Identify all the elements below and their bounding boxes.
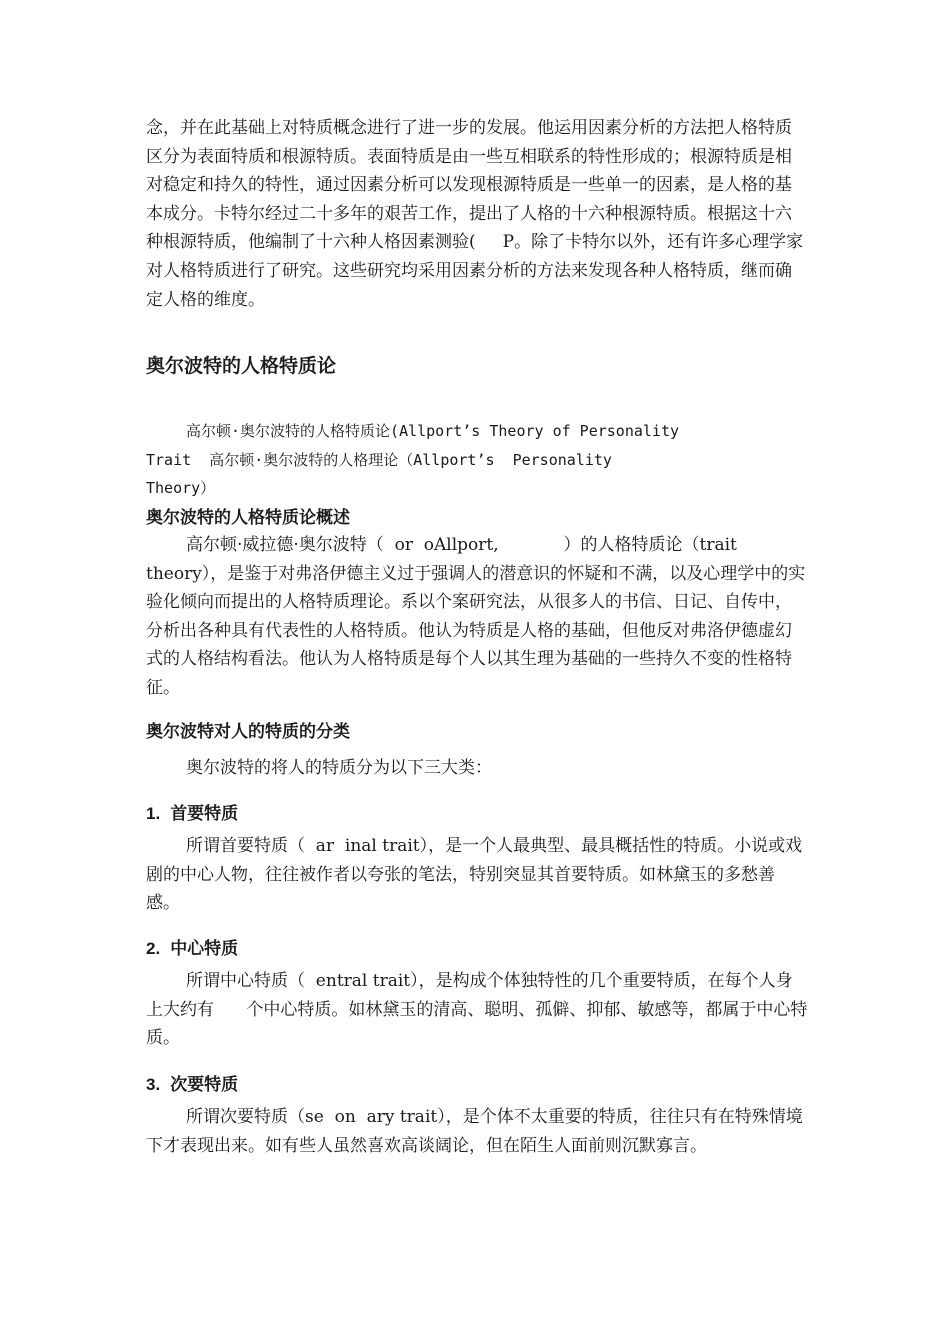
list-title: 中心特质 (170, 939, 239, 959)
subheading-trait-classification: 奥尔波特对人的特质的分类 (146, 722, 350, 742)
list-item-heading-cardinal-trait (146, 800, 808, 828)
paragraph-allport-overview: 高尔顿·威拉德·奥尔波特（ or oAllport, ）的人格特质论（trait theory），是鉴于对弗洛伊德主义过于强调人的潜意识的怀疑和不满，以及心理学中的实验化倾向而提出的人格特质理论。系以个案研究法，从很多人的书信、日记、自传中，分析出各种具有代表性的人格特质。他认为特质是人格的基础，但他反对弗洛伊德虚幻式的人格结构看法。他认为人格特质是每个人以其生理为基础的一些持久不变的性格特征。 (146, 535, 806, 698)
list-number: 1. (146, 804, 161, 823)
paragraph-allport-title-lines (146, 417, 808, 503)
subheading-overview: 奥尔波特的人格特质论概述 (146, 508, 350, 528)
allport-title-line-2: Trait 高尔顿·奥尔波特的人格理论（Allport’s Personality (146, 450, 612, 469)
list-number: 2. (146, 939, 161, 958)
paragraph-central-trait: 所谓中心特质（ entral trait），是构成个体独特性的几个重要特质，在每个人身上大约有 个中心特质。如林黛玉的清高、聪明、孤僻、抑郁、敏感等，都属于中心特质。 (146, 971, 808, 1049)
section-heading-allport-trait-theory: 奥尔波特的人格特质论 (146, 355, 337, 377)
allport-title-line-3: Theory） (146, 479, 216, 498)
list-title: 次要特质 (170, 1075, 239, 1095)
paragraph-secondary-trait: 所谓次要特质（se on ary trait），是个体不太重要的特质，往往只有在特殊情境下才表现出来。如有些人虽然喜欢高谈阔论，但在陌生人面前则沉默寡言。 (146, 1107, 803, 1156)
paragraph-cattell-factor-analysis: 念，并在此基础上对特质概念进行了进一步的发展。他运用因素分析的方法把人格特质区分为表面特质和根源特质。表面特质是由一些互相联系的特性形成的；根源特质是相对稳定和持久的特性，通过因素分析可以发现根源特质是一些单一的因素，是人格的基本成分。卡特尔经过二十多年的艰苦工作，提出了人格的十六种根源特质。根据这十六种根源特质，他编制了十六种人格因素测验( P。除了卡特尔以外，还有许多心理学家对人格特质进行了研究。这些研究均采用因素分析的方法来发现各种人格特质，继而确定人格的维度。 (146, 118, 804, 310)
allport-title-line-1: 高尔顿·奥尔波特的人格特质论(Allport’s Theory of Personality (186, 422, 680, 440)
list-number: 3. (146, 1075, 161, 1094)
paragraph-three-categories: 奥尔波特的将人的特质分为以下三大类： (186, 758, 492, 778)
list-item-heading-central-trait (146, 935, 808, 963)
list-item-heading-secondary-trait (146, 1071, 808, 1099)
list-title: 首要特质 (170, 804, 239, 824)
paragraph-cardinal-trait: 所谓首要特质（ ar inal trait），是一个人最典型、最具概括性的特质。小说或戏剧的中心人物，往往被作者以夸张的笔法，特别突显其首要特质。如林黛玉的多愁善感。 (146, 836, 803, 914)
